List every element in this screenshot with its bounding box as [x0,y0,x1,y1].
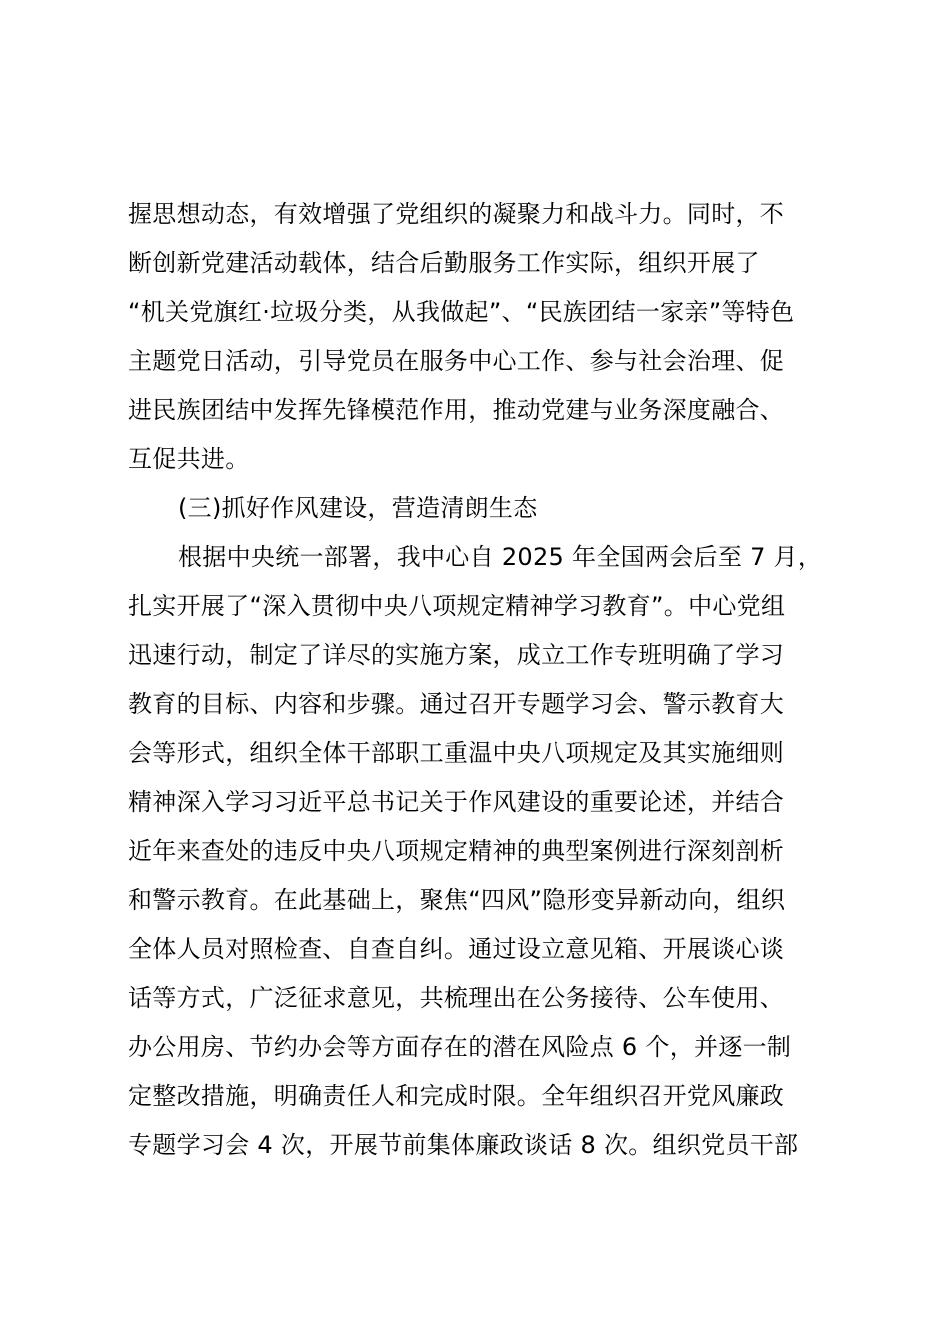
body-line: 全体人员对照检查、自查自纠。通过设立意见箱、开展谈心谈 [128,935,785,963]
body-line: 办公用房、节约办会等方面存在的潜在风险点 6 个，并逐一制 [128,1033,792,1061]
body-line: 和警示教育。在此基础上，聚焦“四风”隐形变异新动向，组织 [128,886,786,914]
body-line: 精神深入学习习近平总书记关于作风建设的重要论述，并结合 [128,788,785,816]
body-line: 定整改措施，明确责任人和完成时限。全年组织召开党风廉政 [128,1082,785,1110]
body-line: 会等形式，组织全体干部职工重温中央八项规定及其实施细则 [128,739,785,767]
paragraph-first-line: 根据中央统一部署，我中心自 2025 年全国两会后至 7 月， [178,543,823,571]
body-line: 迅速行动，制定了详尽的实施方案，成立工作专班明确了学习 [128,641,785,669]
body-line: 近年来查处的违反中央八项规定精神的典型案例进行深刻剖析 [128,837,785,865]
body-line: 进民族团结中发挥先锋模范作用，推动党建与业务深度融合、 [128,396,785,424]
body-line: “机关党旗红·垃圾分类，从我做起”、“民族团结一家亲”等特色 [128,298,795,326]
body-line: 话等方式，广泛征求意见，共梳理出在公务接待、公车使用、 [128,984,785,1012]
body-line: 握思想动态，有效增强了党组织的凝聚力和战斗力。同时，不 [128,200,785,228]
section-heading: (三)抓好作风建设，营造清朗生态 [178,494,538,522]
body-line: 断创新党建活动载体，结合后勤服务工作实际，组织开展了 [128,249,760,277]
body-line: 教育的目标、内容和步骤。通过召开专题学习会、警示教育大 [128,690,785,718]
body-line: 互促共进。 [128,445,250,473]
body-line: 主题党日活动，引导党员在服务中心工作、参与社会治理、促 [128,347,785,375]
body-line: 专题学习会 4 次，开展节前集体廉政谈话 8 次。组织党员干部 [128,1131,799,1159]
body-line: 扎实开展了“深入贯彻中央八项规定精神学习教育”。中心党组 [128,592,786,620]
